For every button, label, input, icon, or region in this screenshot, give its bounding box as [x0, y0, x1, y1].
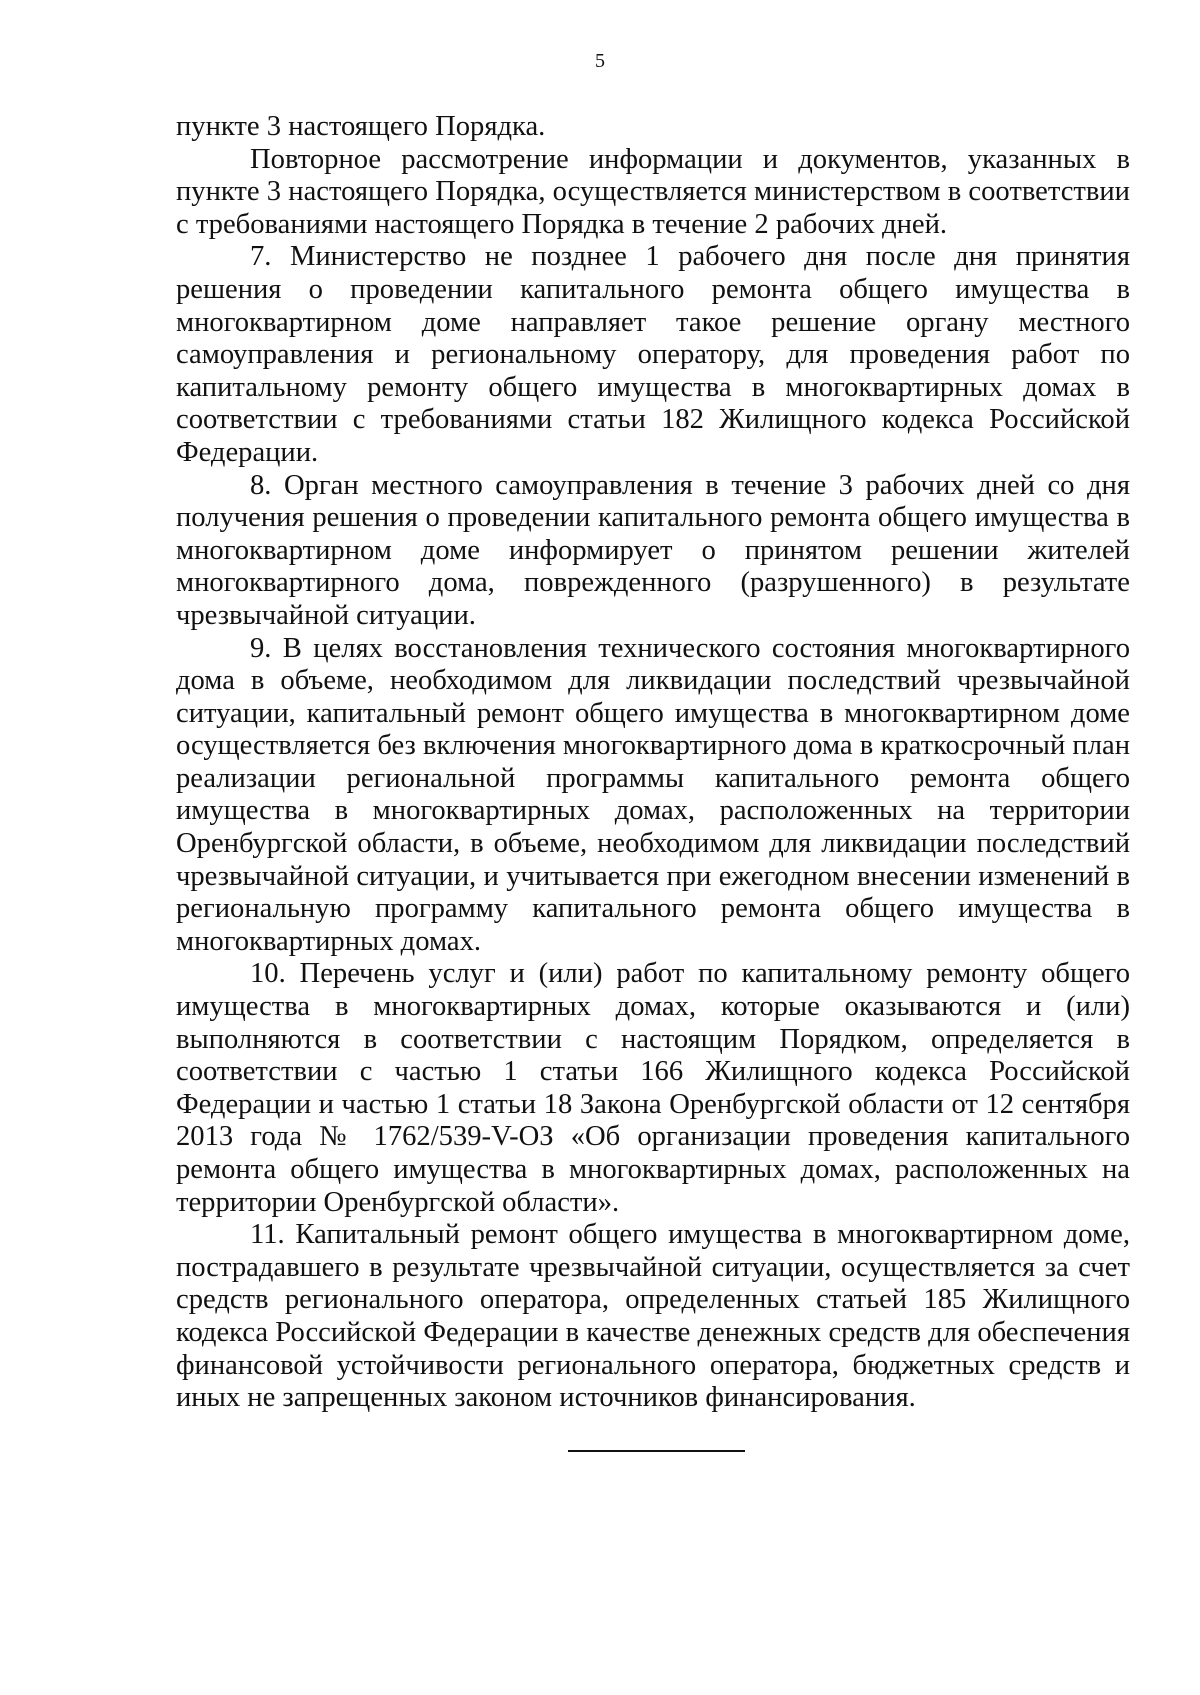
- paragraph-continuation: пункте 3 настоящего Порядка.: [176, 111, 546, 142]
- end-of-document-rule: [568, 1450, 745, 1452]
- document-body: [176, 111, 1130, 1415]
- paragraph-11: 11. Капитальный ремонт общего имущества в многоквартирном доме, пострадавшего в результате чрезвычайной ситуации, осуществляется за счет средств регионального оператора, определенных статьей 185 Жилищного кодекса Российской Федерации в качестве денежных средств для обеспечения финансовой устойчивости регионального оператора, бюджетных средств и иных не запрещенных законом источников финансирования.: [176, 1219, 1130, 1414]
- paragraph-10: 10. Перечень услуг и (или) работ по капитальному ремонту общего имущества в многоквартирных домах, которые оказываются и (или) выполняются в соответствии с настоящим Порядком, определяется в соответствии с частью 1 статьи 166 Жилищного кодекса Российской Федерации и частью 1 статьи 18 Закона Оренбургской области от 12 сентября 2013 года № 1762/539-V-ОЗ «Об организации проведения капитального ремонта общего имущества в многоквартирных домах, расположенных на территории Оренбургской области».: [176, 958, 1130, 1218]
- paragraph-7: 7. Министерство не позднее 1 рабочего дня после дня принятия решения о проведении капитального ремонта общего имущества в многоквартирном доме направляет такое решение органу местного самоуправления и региональному оператору, для проведения работ по капитальному ремонту общего имущества в многоквартирных домах в соответствии с требованиями статьи 182 Жилищного кодекса Российской Федерации.: [176, 241, 1130, 468]
- paragraph-9: 9. В целях восстановления технического состояния многоквартирного дома в объеме, необходимом для ликвидации последствий чрезвычайной ситуации, капитальный ремонт общего имущества в многоквартирном доме осуществляется без включения многоквартирного дома в краткосрочный план реализации региональной программы капитального ремонта общего имущества в многоквартирных домах, расположенных на территории Оренбургской области, в объеме, необходимом для ликвидации последствий чрезвычайной ситуации, и учитывается при ежегодном внесении изменений в региональную программу капитального ремонта общего имущества в многоквартирных домах.: [176, 632, 1130, 957]
- page-number: 5: [595, 50, 605, 72]
- paragraph-repeat-review: Повторное рассмотрение информации и документов, указанных в пункте 3 настоящего Порядка, осуществляется министерством в соответствии с требованиями настоящего Порядка в течение 2 рабочих дней.: [176, 143, 1130, 240]
- paragraph-8: 8. Орган местного самоуправления в течение 3 рабочих дней со дня получения решения о проведении капитального ремонта общего имущества в многоквартирном доме информирует о принятом решении жителей многоквартирного дома, поврежденного (разрушенного) в результате чрезвычайной ситуации.: [176, 469, 1130, 631]
